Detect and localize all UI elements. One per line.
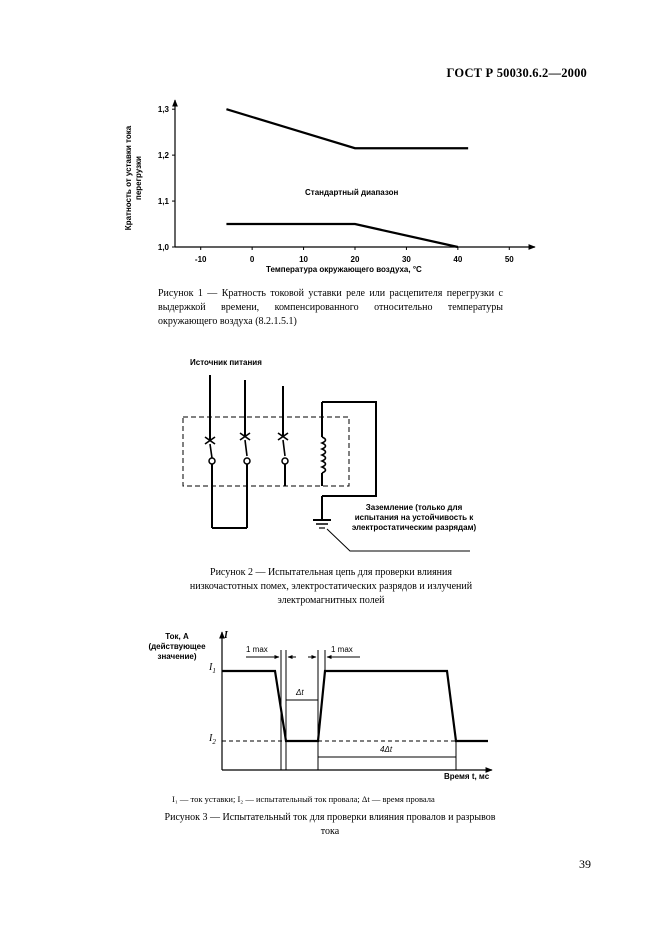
fig3-ylabel: Ток, А (действующее значение) — [148, 632, 206, 661]
power-source-label: Источник питания — [190, 358, 262, 367]
fig1-xlabel: Температура окружающего воздуха, °С — [266, 265, 422, 274]
i2-label: $I_2$ — [209, 733, 216, 746]
fig1-region-label: Стандартный диапазон — [305, 188, 399, 197]
equipment-boundary — [183, 417, 349, 486]
switch-contact-1 — [209, 458, 215, 464]
figure3-caption: Рисунок 3 — Испытательный ток для проверки влияния провалов и разрывов тока — [164, 812, 496, 837]
fig1-y-tick-label: 1,0 — [157, 243, 169, 252]
i1-label: $I_1$ — [209, 662, 216, 675]
fig1-y-tick-label: 1,2 — [157, 151, 169, 161]
metal-frame — [322, 402, 376, 496]
fig1-x-tick-label: 20 — [350, 255, 360, 264]
fig1-x-tick-label: 30 — [401, 255, 411, 264]
fig1-x-tick-label: 0 — [249, 255, 255, 264]
standard-header: ГОСТ Р 50030.6.2—2000 — [446, 66, 587, 80]
dt-label: Δt — [296, 688, 304, 697]
ground-note: Заземление (только для испытания на устойчивость к электростатическим разрядам) — [351, 503, 477, 532]
fig1-x-tick-label: 40 — [453, 255, 463, 264]
fig1-ylabel-line2: перегрузки — [134, 156, 143, 200]
fig1-x-tick-label: 10 — [299, 255, 309, 264]
fig3-xlabel: Время t, мс — [444, 772, 490, 781]
fig1-y-tick-label: 1,1 — [157, 197, 169, 207]
fig1-ylabel — [124, 118, 144, 238]
switch-contact-3 — [282, 458, 288, 464]
fig1-x-tick-label: 50 — [504, 255, 514, 264]
fig1-y-tick-label: 1,3 — [157, 105, 169, 115]
page-number: 39 — [579, 857, 591, 871]
fig3-axis-symbol: I — [224, 630, 228, 641]
fig3-legend: I₁ — ток уставки; I₂ — испытательный ток провала; Δt — время провала — [172, 794, 435, 804]
current-waveform — [222, 671, 488, 741]
fig1-series-1-line — [226, 109, 468, 148]
fig1-series-2-line — [226, 224, 457, 247]
fig1-ylabel-line1: Кратность от уставки тока — [124, 125, 133, 231]
figure2-caption: Рисунок 2 — Испытательная цепь для проверки влияния низкочастотных помех, электростатических разрядов и излучений электромагнитных полей — [189, 567, 473, 606]
t1-label: 1 max — [246, 645, 268, 654]
switch-contact-2 — [244, 458, 250, 464]
four-dt-label: 4Δt — [380, 745, 393, 754]
t2-label: 1 max — [331, 645, 353, 654]
figure1-caption: Рисунок 1 — Кратность токовой уставки реле или расцепителя перегрузки с выдержкой времени, компенсированного относительно температуры окружающего воздуха (8.2.1.5.1) — [158, 288, 503, 327]
fig1-x-tick-label: -10 — [194, 255, 207, 264]
coil — [322, 437, 326, 473]
